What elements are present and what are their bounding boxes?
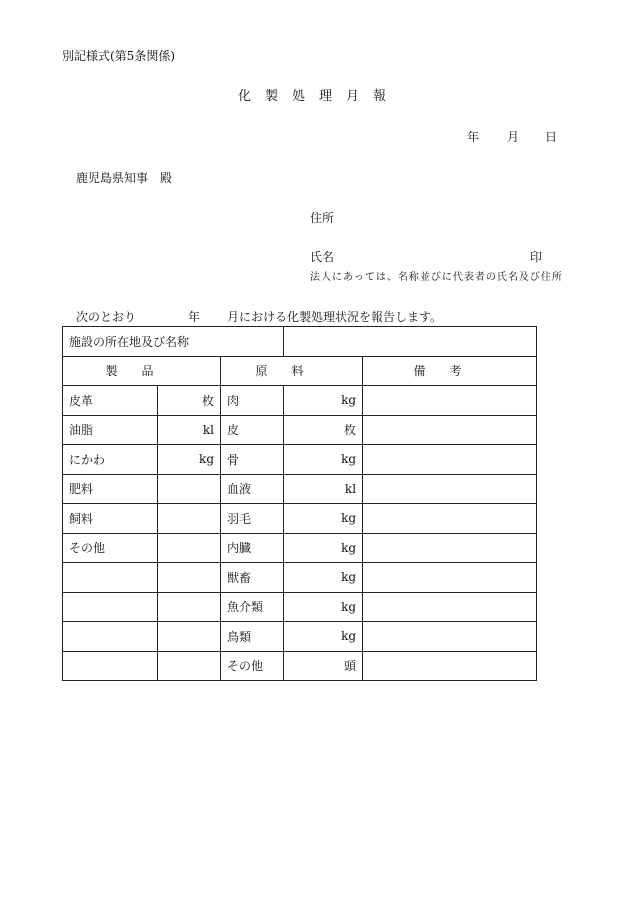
product-unit-cell bbox=[158, 533, 221, 563]
corporation-note: 法人にあっては、名称並びに代表者の氏名及び住所 bbox=[310, 272, 563, 283]
statement-text: 月における化製処理状況を報告します。 bbox=[227, 310, 443, 324]
table-body bbox=[63, 386, 537, 681]
remarks-cell[interactable] bbox=[363, 622, 537, 652]
material-name-cell: その他 bbox=[221, 651, 284, 681]
product-unit-cell bbox=[158, 651, 221, 681]
remarks-cell[interactable] bbox=[363, 533, 537, 563]
form-reference: 別記様式(第5条関係) bbox=[62, 49, 175, 63]
product-unit-cell bbox=[158, 474, 221, 504]
product-unit-cell bbox=[158, 563, 221, 593]
product-name-cell: 肥料 bbox=[63, 474, 158, 504]
table-row bbox=[63, 563, 537, 593]
material-name-cell: 魚介類 bbox=[221, 592, 284, 622]
remarks-cell[interactable] bbox=[363, 474, 537, 504]
remarks-cell[interactable] bbox=[363, 651, 537, 681]
table-row bbox=[63, 445, 537, 475]
facility-label: 施設の所在地及び名称 bbox=[63, 327, 284, 357]
addressee: 鹿児島県知事 殿 bbox=[76, 171, 173, 185]
remarks-cell[interactable] bbox=[363, 563, 537, 593]
report-table bbox=[62, 326, 537, 681]
product-name-cell bbox=[63, 651, 158, 681]
material-unit-cell: kg bbox=[284, 386, 363, 416]
product-name-cell: 皮革 bbox=[63, 386, 158, 416]
remarks-header: 備考 bbox=[363, 356, 537, 386]
product-unit-cell bbox=[158, 592, 221, 622]
material-unit-cell: kg bbox=[284, 504, 363, 534]
remarks-cell[interactable] bbox=[363, 415, 537, 445]
product-unit-cell bbox=[158, 622, 221, 652]
material-name-cell: 鳥類 bbox=[221, 622, 284, 652]
product-unit-cell: 枚 bbox=[158, 386, 221, 416]
remarks-cell[interactable] bbox=[363, 445, 537, 475]
product-name-cell bbox=[63, 563, 158, 593]
material-unit-cell: kg bbox=[284, 533, 363, 563]
table-row bbox=[63, 504, 537, 534]
material-name-cell: 骨 bbox=[221, 445, 284, 475]
material-unit-cell: kg bbox=[284, 622, 363, 652]
product-name-cell bbox=[63, 622, 158, 652]
material-unit-cell: 枚 bbox=[284, 415, 363, 445]
table-row bbox=[63, 592, 537, 622]
table-row bbox=[63, 622, 537, 652]
statement-prefix: 次のとおり bbox=[76, 310, 137, 324]
header-row bbox=[63, 356, 537, 386]
date-year-label: 年 bbox=[467, 130, 480, 144]
product-name-cell: 油脂 bbox=[63, 415, 158, 445]
address-label: 住所 bbox=[310, 211, 335, 225]
table-row bbox=[63, 533, 537, 563]
material-name-cell: 内臓 bbox=[221, 533, 284, 563]
material-unit-cell: kg bbox=[284, 592, 363, 622]
material-name-cell: 皮 bbox=[221, 415, 284, 445]
table-row bbox=[63, 386, 537, 416]
remarks-cell[interactable] bbox=[363, 592, 537, 622]
facility-value-cell[interactable] bbox=[284, 327, 537, 357]
material-name-cell: 獣畜 bbox=[221, 563, 284, 593]
material-unit-cell: 頭 bbox=[284, 651, 363, 681]
material-name-cell: 肉 bbox=[221, 386, 284, 416]
product-name-cell: その他 bbox=[63, 533, 158, 563]
remarks-cell[interactable] bbox=[363, 386, 537, 416]
product-name-cell bbox=[63, 592, 158, 622]
material-unit-cell: kl bbox=[284, 474, 363, 504]
table-row bbox=[63, 474, 537, 504]
name-label: 氏名 bbox=[310, 250, 335, 264]
product-name-cell: にかわ bbox=[63, 445, 158, 475]
statement-year: 年 bbox=[188, 310, 201, 324]
remarks-cell[interactable] bbox=[363, 504, 537, 534]
page-title: 化製処理月報 bbox=[238, 89, 401, 104]
materials-header: 原料 bbox=[221, 356, 363, 386]
facility-row bbox=[63, 327, 537, 357]
product-unit-cell bbox=[158, 504, 221, 534]
table-row bbox=[63, 651, 537, 681]
date-month-label: 月 bbox=[507, 130, 520, 144]
product-unit-cell: kl bbox=[158, 415, 221, 445]
material-name-cell: 羽毛 bbox=[221, 504, 284, 534]
seal-label: 印 bbox=[530, 250, 543, 264]
material-unit-cell: kg bbox=[284, 563, 363, 593]
material-name-cell: 血液 bbox=[221, 474, 284, 504]
products-header: 製品 bbox=[63, 356, 221, 386]
table-row bbox=[63, 415, 537, 445]
material-unit-cell: kg bbox=[284, 445, 363, 475]
product-unit-cell: kg bbox=[158, 445, 221, 475]
product-name-cell: 飼料 bbox=[63, 504, 158, 534]
date-day-label: 日 bbox=[545, 130, 558, 144]
